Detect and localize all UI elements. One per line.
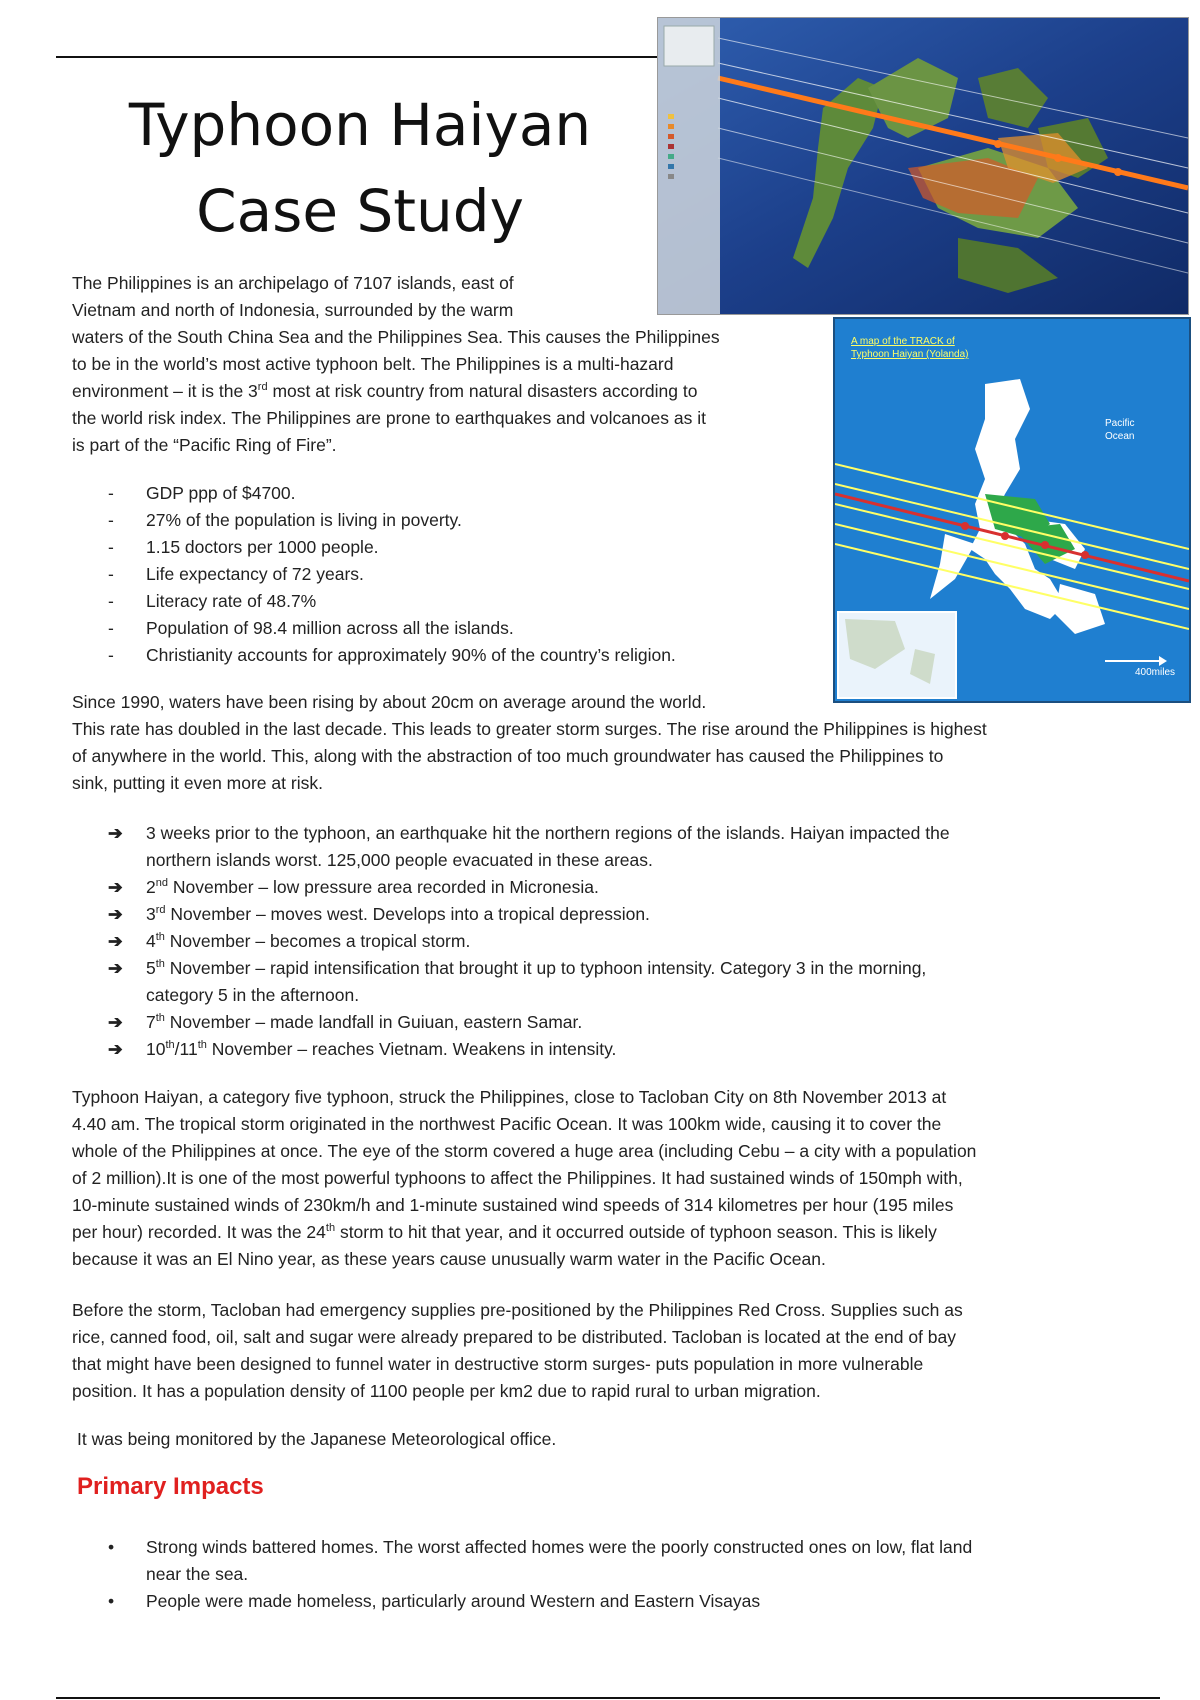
list-item	[108, 615, 808, 642]
paragraph-line: Typhoon Haiyan, a category five typhoon, struck the Philippines, close to Tacloban City on 8th November 2013 at	[72, 1087, 947, 1107]
event-text: November – made landfall in Guiuan, eastern Samar.	[164, 1012, 583, 1032]
ocean-label-line-2: Ocean	[1105, 431, 1135, 442]
impact-text: near the sea.	[146, 1564, 249, 1584]
list-item	[108, 820, 1158, 874]
date-num: 7	[146, 1012, 156, 1032]
timeline-list	[108, 820, 1158, 1063]
dash-marker: -	[108, 591, 114, 611]
date-num-2: /11	[174, 1039, 198, 1059]
date-sup: th	[155, 958, 165, 971]
intro-line5-sup: rd	[257, 381, 268, 394]
intro-line5-pre: environment – it is the 3	[72, 381, 258, 401]
list-item	[108, 534, 808, 561]
paragraph-line: that might have been designed to funnel water in destructive storm surges- puts population in more vulnerable	[72, 1354, 924, 1374]
paragraph-line: 4.40 am. The tropical storm originated in the northwest Pacific Ocean. It was 100km wide, causing it to cover the	[72, 1114, 942, 1134]
date-sup: th	[155, 1012, 165, 1025]
arrow-icon: ➔	[108, 904, 123, 924]
title-line-2: Case Study	[196, 177, 524, 245]
event-text: November – moves west. Develops into a tropical depression.	[165, 904, 650, 924]
paragraph-line: This rate has doubled in the last decade. This leads to greater storm surges. The rise around the Philippines is highest	[72, 719, 987, 739]
arrow-icon: ➔	[108, 823, 123, 843]
primary-impacts-heading: Primary Impacts	[77, 1473, 264, 1500]
intro-line: waters of the South China Sea and the Philippines Sea. This causes the Philippines	[72, 327, 720, 347]
intro-paragraph	[72, 270, 810, 459]
list-item	[108, 480, 808, 507]
intro-line: The Philippines is an archipelago of 7107 islands, east of	[72, 273, 514, 293]
fact-text: Population of 98.4 million across all the islands.	[146, 618, 514, 638]
bullet-marker: •	[108, 1537, 115, 1557]
dash-marker: -	[108, 510, 114, 530]
haiyan-paragraph	[72, 1084, 1162, 1273]
fact-text: 27% of the population is living in poverty.	[146, 510, 462, 530]
intro-line5-post: most at risk country from natural disasters according to	[267, 381, 698, 401]
timeline-text	[146, 874, 1158, 901]
paragraph-line: Since 1990, waters have been rising by about 20cm on average around the world.	[72, 692, 707, 712]
date-num: 10	[146, 1039, 166, 1059]
arrow-icon: ➔	[108, 877, 123, 897]
event-text: November – reaches Vietnam. Weakens in intensity.	[206, 1039, 617, 1059]
paragraph-line: of 2 million).It is one of the most powerful typhoons to affect the Philippines. It had sustained winds of 150mph with,	[72, 1168, 963, 1188]
arrow-icon: ➔	[108, 1012, 123, 1032]
list-item	[108, 588, 808, 615]
timeline-text	[146, 955, 1158, 982]
fact-text: Literacy rate of 48.7%	[146, 591, 317, 611]
date-num: 2	[146, 877, 156, 897]
line-pre: per hour) recorded. It was the 24	[72, 1222, 326, 1242]
paragraph-line: sink, putting it even more at risk.	[72, 773, 323, 793]
dash-marker: -	[108, 483, 114, 503]
list-item	[108, 1009, 1158, 1036]
list-item	[108, 561, 808, 588]
monitoring-paragraph: It was being monitored by the Japanese Meteorological office.	[77, 1429, 557, 1449]
sea-level-paragraph	[72, 689, 1152, 797]
timeline-text	[146, 901, 1158, 928]
fact-text: GDP ppp of $4700.	[146, 483, 296, 503]
date-sup: rd	[155, 904, 166, 917]
ocean-label	[1105, 417, 1134, 443]
paragraph-line: position. It has a population density of 1100 people per km2 due to rapid rural to urban migration.	[72, 1381, 821, 1401]
map-caption	[851, 335, 1011, 361]
bottom-rule	[56, 1697, 1160, 1699]
intro-line: the world risk index. The Philippines are prone to earthquakes and volcanoes as it	[72, 408, 706, 428]
event-text: November – low pressure area recorded in Micronesia.	[167, 877, 599, 897]
paragraph-line: 10-minute sustained winds of 230km/h and 1-minute sustained wind speeds of 314 kilometres per hour (195 miles	[72, 1195, 954, 1215]
intro-line: to be in the world’s most active typhoon belt. The Philippines is a multi-hazard	[72, 354, 674, 374]
paragraph-line: whole of the Philippines at once. The eye of the storm covered a huge area (including Cebu – a city with a population	[72, 1141, 977, 1161]
list-item	[108, 642, 808, 669]
arrow-icon: ➔	[108, 1039, 123, 1059]
intro-line: Vietnam and north of Indonesia, surrounded by the warm	[72, 300, 514, 320]
date-num: 4	[146, 931, 156, 951]
impact-text: People were made homeless, particularly around Western and Eastern Visayas	[146, 1591, 761, 1611]
track-map-graphic	[835, 319, 1189, 701]
date-num: 5	[146, 958, 156, 978]
date-sup: nd	[155, 877, 168, 890]
event-text: November – rapid intensification that brought it up to typhoon intensity. Category 3 in the morning,	[164, 958, 927, 978]
date-num: 3	[146, 904, 156, 924]
list-item	[108, 874, 1158, 901]
intro-line: is part of the “Pacific Ring of Fire”.	[72, 435, 337, 455]
arrow-icon: ➔	[108, 931, 123, 951]
timeline-text: 3 weeks prior to the typhoon, an earthquake hit the northern regions of the islands. Haiyan impacted the	[146, 823, 950, 843]
list-item	[108, 901, 1158, 928]
typhoon-track-map	[833, 317, 1191, 703]
page-title	[100, 82, 620, 254]
paragraph-line: because it was an El Nino year, as these years cause unusually warm water in the Pacific Ocean.	[72, 1249, 826, 1269]
fact-text: 1.15 doctors per 1000 people.	[146, 537, 379, 557]
line-sup: th	[325, 1222, 336, 1235]
fact-text: Life expectancy of 72 years.	[146, 564, 364, 584]
impact-text: Strong winds battered homes. The worst affected homes were the poorly constructed ones on low, flat land	[146, 1537, 973, 1557]
list-item	[108, 1534, 1168, 1588]
dash-marker: -	[108, 537, 114, 557]
timeline-text	[146, 1009, 1158, 1036]
list-item	[108, 1588, 1168, 1615]
paragraph-line: of anywhere in the world. This, along with the abstraction of too much groundwater has caused the Philippines to	[72, 746, 944, 766]
date-sup-2: th	[197, 1039, 207, 1052]
map-caption-line-2: Typhoon Haiyan (Yolanda)	[851, 349, 969, 360]
timeline-text	[146, 1036, 1158, 1063]
date-sup: th	[155, 931, 165, 944]
date-sup: th	[165, 1039, 175, 1052]
title-line-1: Typhoon Haiyan	[128, 91, 592, 159]
intro-line	[72, 378, 810, 405]
fact-text: Christianity accounts for approximately 90% of the country’s religion.	[146, 645, 676, 665]
arrow-icon: ➔	[108, 958, 123, 978]
dash-marker: -	[108, 564, 114, 584]
list-item	[108, 955, 1158, 1009]
map-caption-line-1: A map of the TRACK of	[851, 336, 955, 347]
scale-label: 400miles	[1135, 667, 1176, 678]
dash-marker: -	[108, 618, 114, 638]
top-rule	[56, 56, 663, 58]
timeline-text	[146, 928, 1158, 955]
event-text: November – becomes a tropical storm.	[164, 931, 471, 951]
before-storm-paragraph	[72, 1297, 1162, 1405]
ocean-label-line-1: Pacific	[1105, 418, 1135, 429]
dash-marker: -	[108, 645, 114, 665]
paragraph-line	[72, 1219, 1162, 1246]
list-item	[108, 928, 1158, 955]
paragraph-line: Before the storm, Tacloban had emergency supplies pre-positioned by the Philippines Red Cross. Supplies such as	[72, 1300, 963, 1320]
timeline-text: northern islands worst. 125,000 people evacuated in these areas.	[146, 850, 653, 870]
bullet-marker: •	[108, 1591, 115, 1611]
list-item	[108, 1036, 1158, 1063]
line-post: storm to hit that year, and it occurred outside of typhoon season. This is likely	[335, 1222, 937, 1242]
paragraph-line: rice, canned food, oil, salt and sugar were already prepared to be distributed. Tacloban is located at the end of bay	[72, 1327, 956, 1347]
impacts-list	[108, 1534, 1168, 1615]
facts-list	[108, 480, 808, 669]
timeline-text: category 5 in the afternoon.	[146, 985, 360, 1005]
list-item	[108, 507, 808, 534]
